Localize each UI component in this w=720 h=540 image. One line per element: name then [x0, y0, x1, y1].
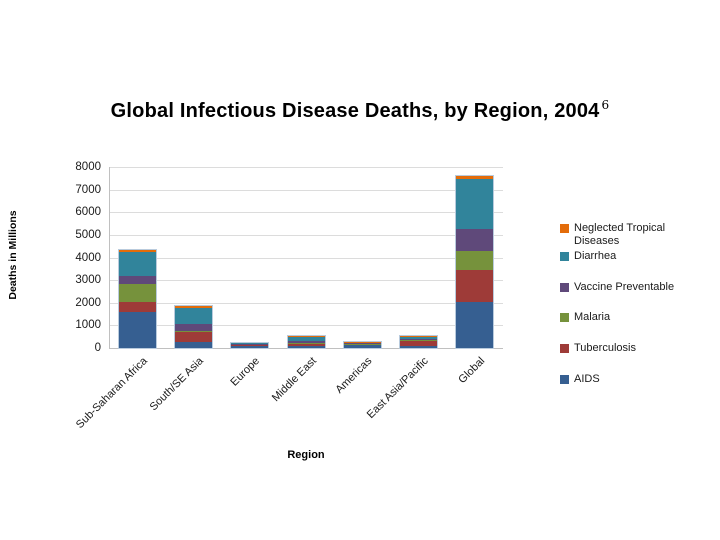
segment-aids-americas — [344, 345, 381, 348]
legend-swatch-malaria — [560, 313, 569, 322]
segment-tuberculosis-global — [456, 270, 493, 302]
x-tick-label-sub-saharan-africa: Sub-Saharan Africa — [73, 355, 150, 431]
segment-aids-global — [456, 302, 493, 348]
segment-malaria-middle-east — [288, 343, 325, 344]
x-tick-label-americas: Americas — [333, 355, 375, 396]
y-tick-label: 8000 — [75, 161, 101, 173]
legend-item-neglected-tropical-diseases — [560, 222, 692, 248]
bar-global — [456, 176, 493, 348]
segment-aids-middle-east — [288, 346, 325, 348]
segment-neglected-tropical-diseases-global — [456, 176, 493, 179]
gridline — [109, 190, 503, 191]
segment-malaria-global — [456, 251, 493, 270]
legend-swatch-vaccine-preventable — [560, 283, 569, 292]
segment-diarrhea-east-asia-pacific — [400, 336, 437, 339]
segment-diarrhea-middle-east — [288, 336, 325, 341]
x-tick-label-east-asia-pacific: East Asia/Pacific — [365, 355, 432, 421]
bar-sub-saharan-africa — [119, 250, 156, 348]
legend-label: Malaria — [574, 311, 611, 323]
segment-neglected-tropical-diseases-sub-saharan-africa — [119, 250, 156, 252]
legend-swatch-neglected-tropical-diseases — [560, 224, 569, 233]
bar-south-se-asia — [175, 306, 212, 348]
segment-aids-europe — [231, 346, 268, 348]
gridline — [109, 212, 503, 213]
x-tick-label-south-se-asia: South/SE Asia — [147, 355, 206, 414]
segment-tuberculosis-south-se-asia — [175, 332, 212, 342]
segment-tuberculosis-americas — [344, 344, 381, 345]
segment-diarrhea-europe — [231, 343, 268, 344]
chart-title-text: Global Infectious Disease Deaths, by Region, 2004 — [110, 100, 600, 122]
segment-neglected-tropical-diseases-south-se-asia — [175, 306, 212, 308]
legend-item-diarrhea — [560, 250, 616, 263]
x-tick-label-global: Global — [456, 355, 488, 386]
bar-americas — [344, 342, 381, 348]
legend-swatch-diarrhea — [560, 252, 569, 261]
gridline — [109, 325, 503, 326]
x-axis-title: Region — [287, 449, 325, 461]
legend-label: Vaccine Preventable — [574, 281, 675, 293]
segment-tuberculosis-europe — [231, 345, 268, 346]
segment-diarrhea-global — [456, 179, 493, 229]
y-axis-line — [109, 167, 110, 348]
y-tick-label: 2000 — [75, 296, 101, 309]
segment-aids-sub-saharan-africa — [119, 312, 156, 348]
legend-label: Diarrhea — [574, 250, 617, 262]
segment-tuberculosis-east-asia-pacific — [400, 340, 437, 346]
segment-malaria-south-se-asia — [175, 331, 212, 332]
legend-label: Tuberculosis — [574, 342, 636, 354]
segment-vaccine-preventable-middle-east — [288, 341, 325, 342]
legend-item-aids — [560, 373, 600, 386]
y-tick-label: 1000 — [75, 319, 101, 332]
x-tick-label-europe: Europe — [228, 355, 263, 389]
legend-label: AIDS — [574, 373, 600, 385]
segment-malaria-sub-saharan-africa — [119, 284, 156, 302]
legend-item-malaria — [560, 311, 610, 324]
y-tick-label: 4000 — [75, 251, 101, 264]
legend-swatch-aids — [560, 375, 569, 384]
segment-vaccine-preventable-east-asia-pacific — [400, 339, 437, 340]
legend-swatch-tuberculosis — [560, 344, 569, 353]
segment-aids-south-se-asia — [175, 342, 212, 348]
gridline — [109, 280, 503, 281]
legend-label: Neglected Tropical Diseases — [574, 222, 666, 247]
segment-aids-east-asia-pacific — [400, 346, 437, 348]
legend-item-vaccine-preventable — [560, 281, 674, 294]
gridline — [109, 303, 503, 304]
chart-title-superscript: 6 — [601, 98, 610, 112]
x-tick-label-middle-east: Middle East — [269, 355, 319, 405]
x-axis-line — [109, 348, 503, 349]
y-tick-label: 0 — [94, 342, 101, 354]
bar-middle-east — [288, 336, 325, 348]
segment-diarrhea-south-se-asia — [175, 308, 212, 324]
segment-vaccine-preventable-global — [456, 229, 493, 250]
y-tick-label: 5000 — [75, 228, 101, 241]
segment-vaccine-preventable-south-se-asia — [175, 324, 212, 331]
bar-east-asia-pacific — [400, 336, 437, 348]
gridline — [109, 235, 503, 236]
gridline — [109, 258, 503, 259]
chart-title — [0, 98, 720, 123]
y-tick-label: 3000 — [75, 274, 101, 287]
bar-europe — [231, 343, 268, 348]
segment-tuberculosis-sub-saharan-africa — [119, 302, 156, 312]
segment-diarrhea-americas — [344, 342, 381, 343]
segment-diarrhea-sub-saharan-africa — [119, 252, 156, 276]
y-tick-label: 6000 — [75, 206, 101, 219]
segment-tuberculosis-middle-east — [288, 344, 325, 346]
gridline — [109, 167, 503, 168]
y-tick-label: 7000 — [75, 183, 101, 196]
segment-vaccine-preventable-sub-saharan-africa — [119, 276, 156, 284]
legend-item-tuberculosis — [560, 342, 636, 355]
y-axis-title: Deaths in Millions — [7, 210, 19, 300]
